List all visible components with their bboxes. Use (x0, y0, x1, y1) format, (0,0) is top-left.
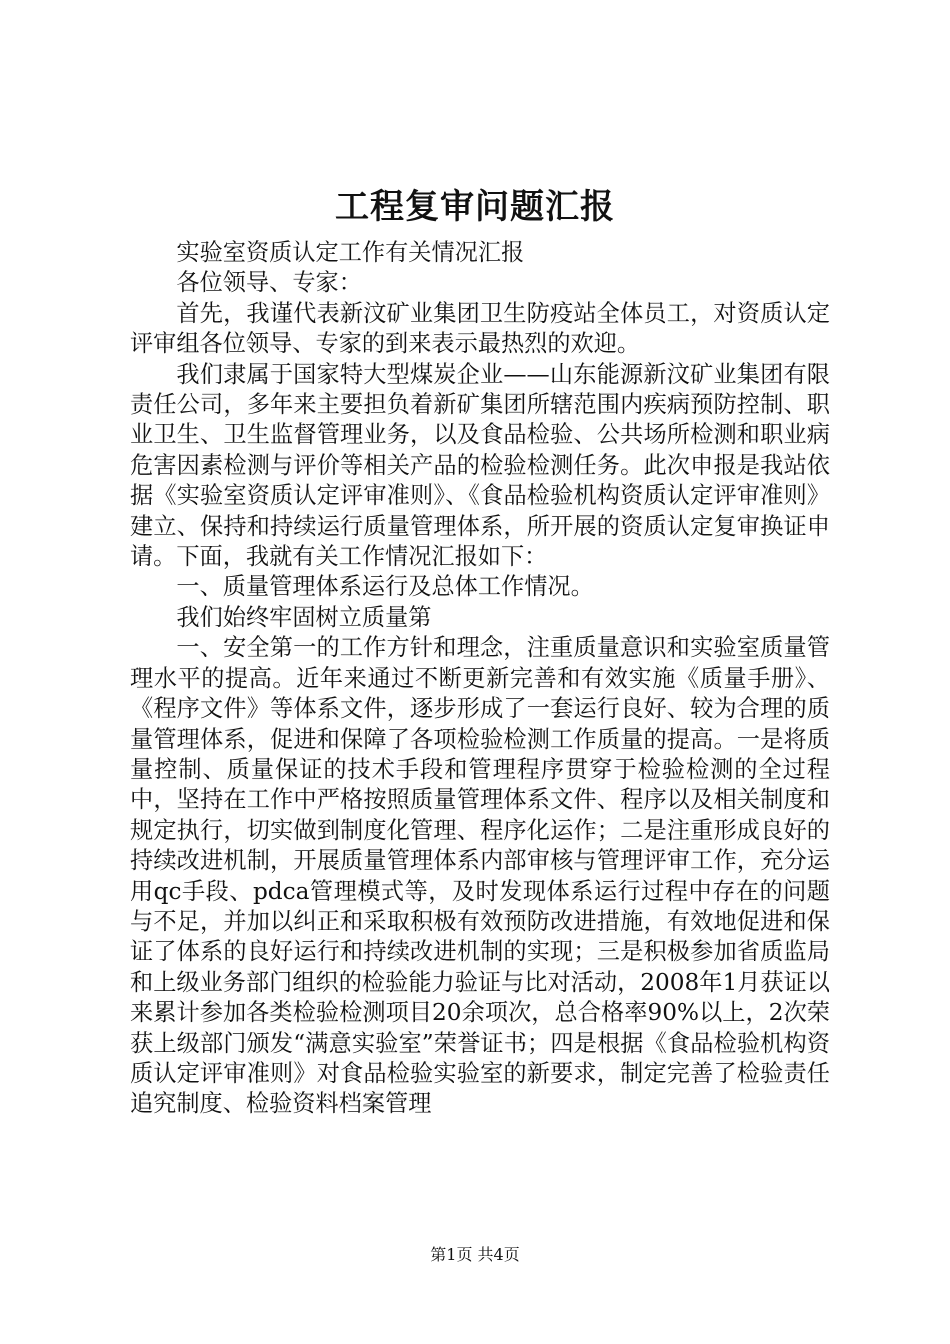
paragraph-quality-first: 我们始终牢固树立质量第 (176, 603, 432, 631)
paragraph-introduction: 我们隶属于国家特大型煤炭企业——山东能源新汶矿业集团有限责任公司，多年来主要担负着新矿集团所辖范围内疾病预防控制、职业卫生、卫生监督管理业务，以及食品检验、公共场所检测和职业病危害因素检测与评价等相关产品的检验检测任务。此次申报是我站依据《实验室资质认定评审准则》、《食品检验机构资质认定评审准则》建立、保持和持续运行质量管理体系，所开展的资质认定复审换证申请。下面，我就有关工作情况汇报如下： (130, 360, 830, 571)
paragraph-subject: 实验室资质认定工作有关情况汇报 (176, 239, 525, 266)
paragraph-quality-details: 一、安全第一的工作方针和理念，注重质量意识和实验室质量管理水平的提高。近年来通过不断更新完善和有效实施《质量手册》、《程序文件》等体系文件，逐步形成了一套运行良好、较为合理的质量管理体系，促进和保障了各项检验检测工作质量的提高。一是将质量控制、质量保证的技术手段和管理程序贯穿于检验检测的全过程中，坚持在工作中严格按照质量管理体系文件、程序以及相关制度和规定执行，切实做到制度化管理、程序化运作；二是注重形成良好的持续改进机制，开展质量管理体系内部审核与管理评审工作，充分运用qc手段、pdca管理模式等，及时发现体系运行过程中存在的问题与不足，并加以纠正和采取积极有效预防改进措施，有效地促进和保证了体系的良好运行和持续改进机制的实现；三是积极参加省质监局和上级业务部门组织的检验能力验证与比对活动，2008年1月获证以来累计参加各类检验检测项目20余项次，总合格率90%以上，2次荣获上级部门颁发“满意实验室”荣誉证书；四是根据《食品检验机构资质认定评审准则》对食品检验实验室的新要求，制定完善了检验责任追究制度、检验资料档案管理 (130, 634, 830, 1118)
page-footer: 第1页 共4页 (430, 1245, 520, 1264)
document-body (130, 238, 830, 1120)
paragraph-section-heading: 一、质量管理体系运行及总体工作情况。 (176, 573, 594, 601)
document-title: 工程复审问题汇报 (335, 187, 615, 227)
paragraph-welcome: 首先，我谨代表新汶矿业集团卫生防疫站全体员工，对资质认定评审组各位领导、专家的到来表示最热烈的欢迎。 (130, 299, 830, 358)
paragraph-salutation: 各位领导、专家： (176, 269, 362, 297)
